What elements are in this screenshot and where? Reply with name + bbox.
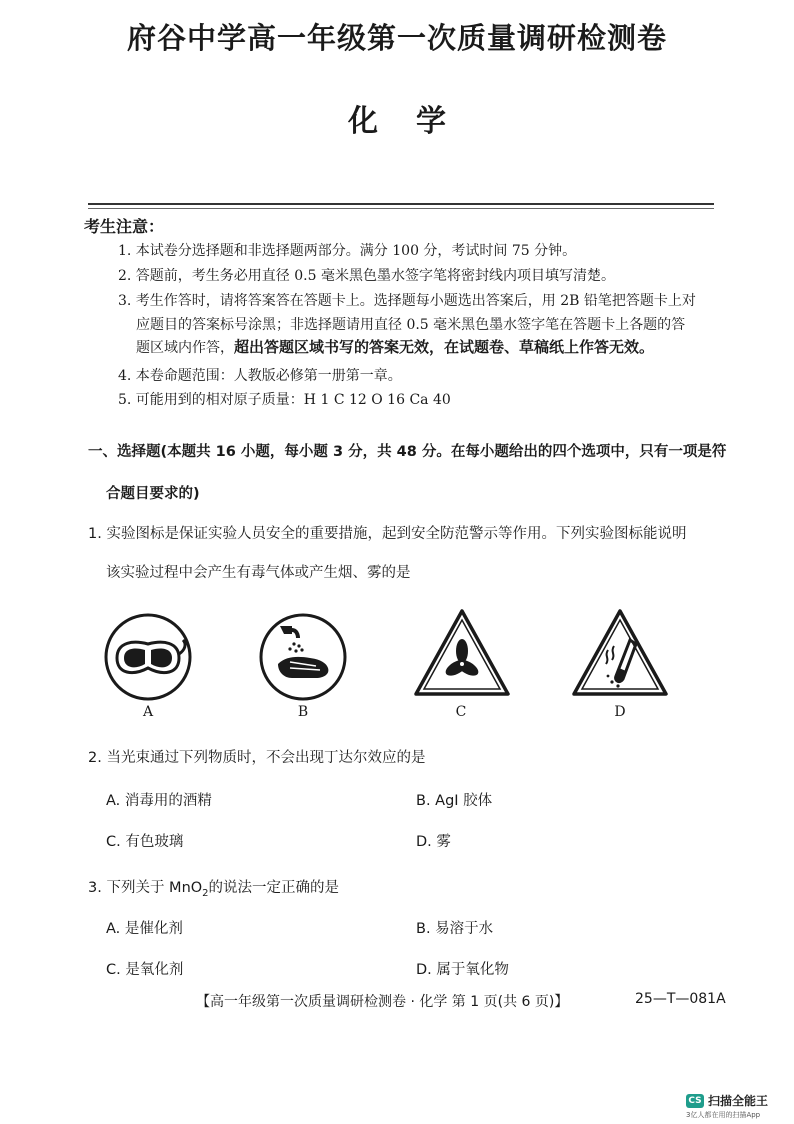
q2-stem: 2. 当光束通过下列物质时，不会出现丁达尔效应的是 (88, 750, 426, 766)
q1-icon-label-c: C (455, 704, 467, 720)
notice-item-3-line2: 应题目的答案标号涂黑；非选择题请用直径 0.5 毫米黑色墨水签字笔在答题卡上各题的答 (136, 317, 686, 333)
q2-option-a: A. 消毒用的酒精 (106, 793, 212, 809)
goggles-icon (103, 612, 193, 702)
notice-item-1: 1. 本试卷分选择题和非选择题两部分。满分 100 分，考试时间 75 分钟。 (118, 243, 577, 259)
notice-heading: 考生注意： (84, 217, 165, 236)
q1-icon-label-b: B (297, 704, 309, 720)
q3-option-c: C. 是氧化剂 (106, 962, 184, 978)
q2-option-d: D. 雾 (416, 834, 451, 850)
notice-item-3-emphasis: 超出答题区域书写的答案无效，在试题卷、草稿纸上作答无效。 (234, 338, 655, 356)
q1-stem: 1. 实验图标是保证实验人员安全的重要措施，起到安全防范警示等作用。下列实验图标能说明 (88, 526, 687, 542)
notice-item-5: 5. 可能用到的相对原子质量：H 1 C 12 O 16 Ca 40 (118, 392, 451, 408)
exam-title: 府谷中学高一年级第一次质量调研检测卷 (126, 21, 667, 55)
camscanner-logo: CS (686, 1094, 704, 1108)
subject-title: 化学 (348, 104, 484, 139)
q3-option-a: A. 是催化剂 (106, 921, 183, 937)
hot-tube-warning-icon (568, 606, 672, 702)
q3-stem-suffix: 的说法一定正确的是 (208, 880, 340, 896)
fan-ventilation-icon (410, 606, 514, 702)
header-divider (88, 203, 714, 205)
section-1-heading-line2: 合题目要求的) (106, 486, 200, 502)
camscanner-tagline: 3亿人都在用的扫描App (686, 1111, 761, 1119)
q3-option-b: B. 易溶于水 (416, 921, 494, 937)
section-1-heading: 一、选择题(本题共 16 小题，每小题 3 分，共 48 分。在每小题给出的四个选项中，只有一项是符 (88, 444, 727, 460)
q3-stem (88, 876, 339, 899)
notice-item-4: 4. 本卷命题范围：人教版必修第一册第一章。 (118, 368, 402, 384)
q3-option-d: D. 属于氧化物 (416, 962, 509, 978)
q1-icon-label-d: D (614, 704, 626, 720)
notice-item-2: 2. 答题前，考生务必用直径 0.5 毫米黑色墨水签字笔将密封线内项目填写清楚。 (118, 268, 615, 284)
q2-option-c: C. 有色玻璃 (106, 834, 184, 850)
q1-icon-label-a: A (142, 704, 154, 720)
q3-stem-prefix: 3. 下列关于 MnO (88, 880, 203, 896)
notice-item-3-line3-prefix: 题区域内作答， (136, 340, 234, 356)
header-divider-thin (88, 208, 714, 209)
notice-item-3: 3. 考生作答时，请将答案答在答题卡上。选择题每小题选出答案后，用 2B 铅笔把答题卡上对 (118, 293, 696, 309)
notice-item-3-line3 (136, 336, 654, 357)
page-footer: 【高一年级第一次质量调研检测卷 · 化学 第 1 页(共 6 页)】 (196, 994, 569, 1010)
q1-stem-line2: 该实验过程中会产生有毒气体或产生烟、雾的是 (106, 565, 411, 581)
q3-stem-subscript: 2 (202, 887, 209, 899)
paper-code: 25—T—081A (635, 991, 726, 1007)
hand-wash-icon (258, 612, 348, 702)
camscanner-name: 扫描全能王 (708, 1094, 769, 1108)
q2-option-b: B. AgI 胶体 (416, 793, 493, 809)
